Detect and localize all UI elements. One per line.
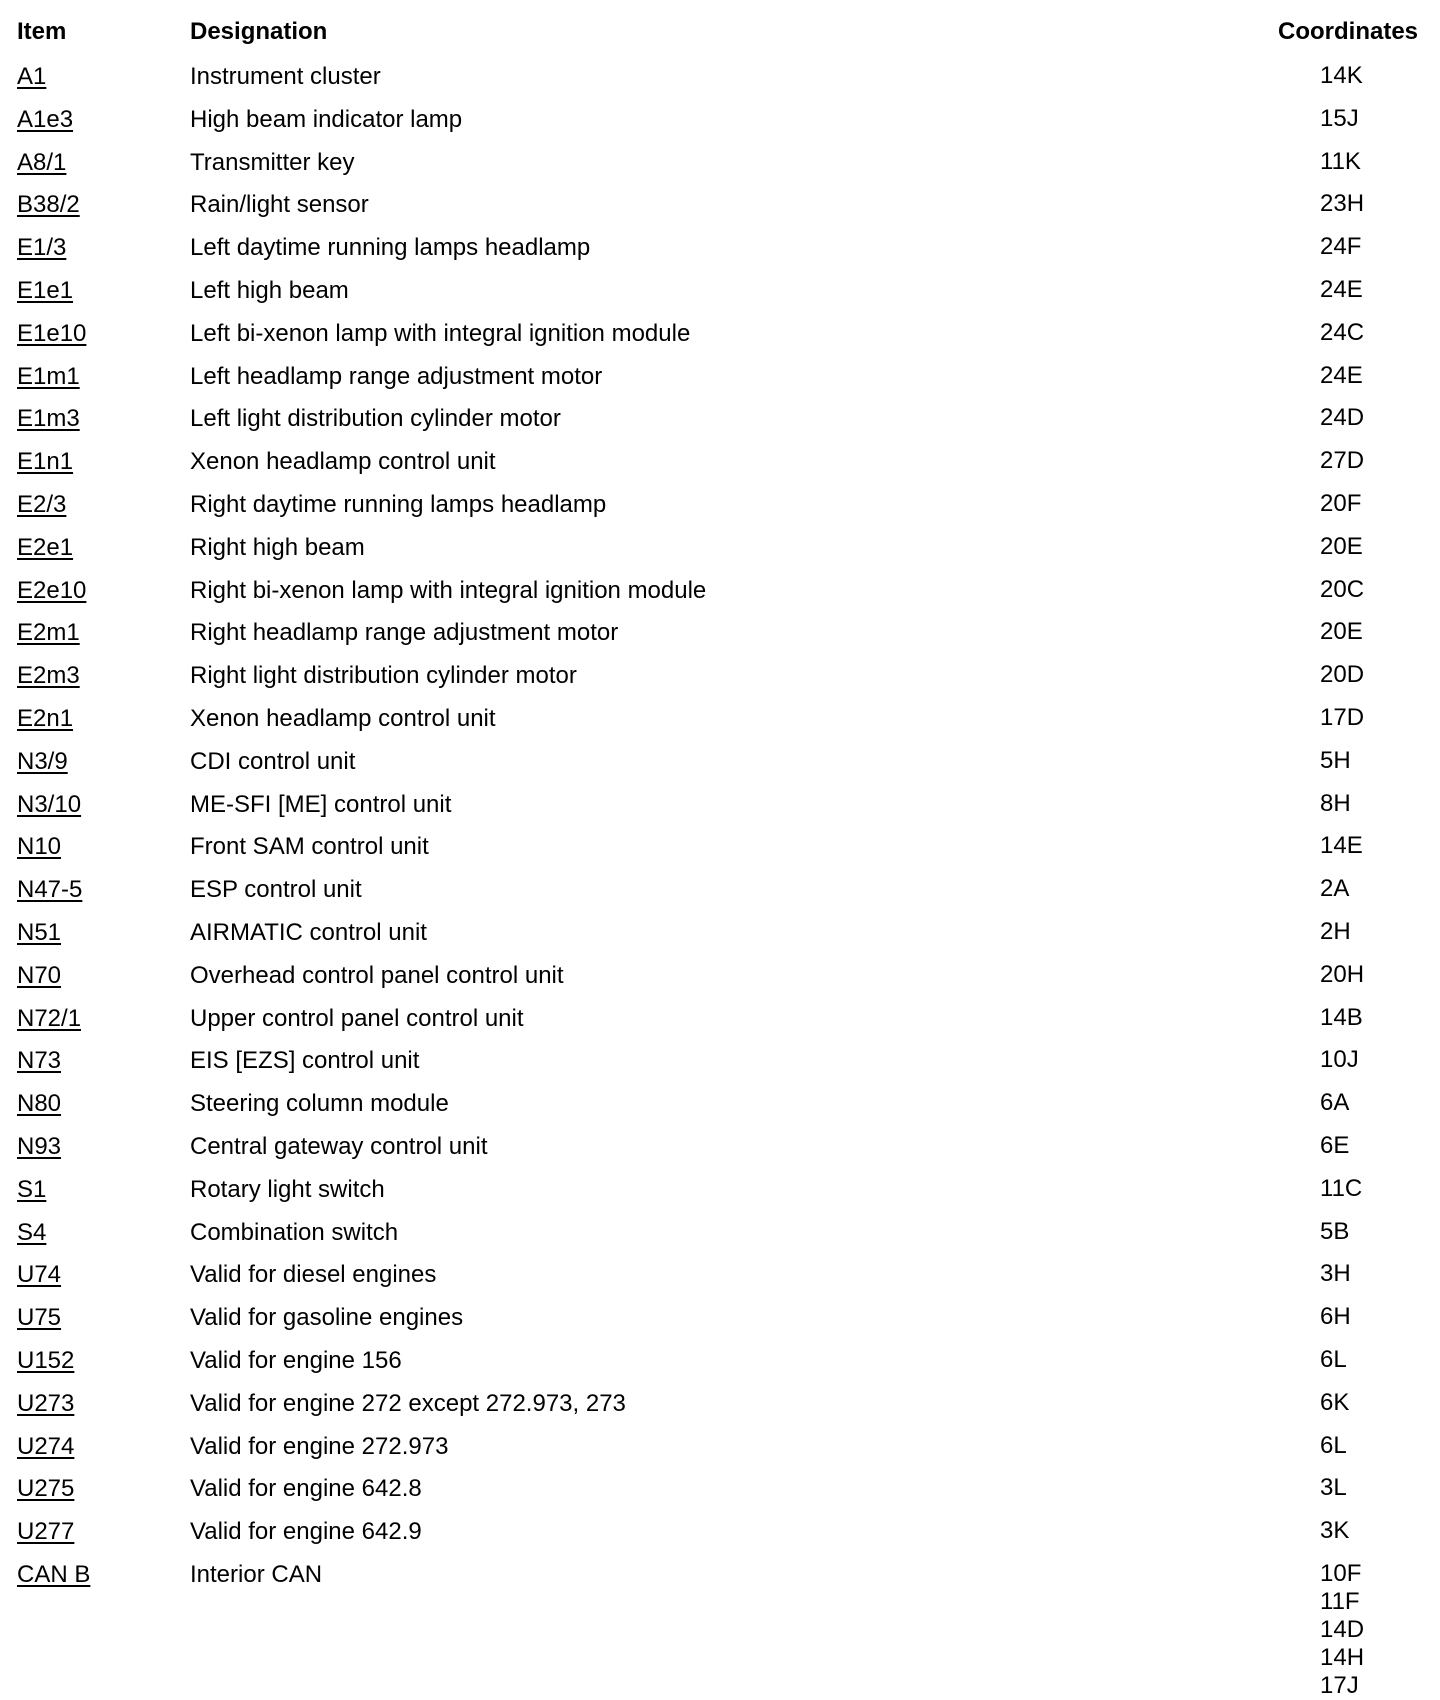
item-link[interactable]: N72/1 bbox=[17, 1004, 82, 1032]
item-link[interactable]: S4 bbox=[17, 1218, 47, 1246]
table-row bbox=[0, 961, 1440, 1004]
designation-cell: Instrument cluster bbox=[190, 63, 381, 90]
item-link[interactable]: U274 bbox=[17, 1432, 75, 1460]
coordinate-value: 2H bbox=[1320, 917, 1351, 945]
item-link[interactable]: N70 bbox=[17, 961, 62, 989]
designation-cell: Transmitter key bbox=[190, 148, 355, 176]
designation-cell: Rotary light switch bbox=[190, 1175, 385, 1203]
designation-cell: Right daytime running lamps headlamp bbox=[190, 490, 607, 518]
item-column-header: Item bbox=[17, 18, 67, 45]
table-row bbox=[0, 1175, 1440, 1218]
coordinates-cell bbox=[1320, 961, 1364, 989]
coordinates-column-header: Coordinates bbox=[1278, 18, 1419, 45]
coordinate-value: 11F bbox=[1320, 1587, 1360, 1615]
coordinates-cell bbox=[1320, 490, 1361, 518]
designation-cell: Valid for engine 642.8 bbox=[190, 1475, 422, 1503]
table-row bbox=[0, 190, 1440, 233]
item-link[interactable]: B38/2 bbox=[17, 191, 80, 219]
table-row bbox=[0, 704, 1440, 747]
table-row bbox=[0, 661, 1440, 704]
coordinate-value: 24F bbox=[1320, 233, 1362, 261]
coordinate-value: 3L bbox=[1320, 1474, 1347, 1502]
coordinate-value: 20E bbox=[1320, 618, 1363, 646]
coordinate-value: 11C bbox=[1320, 1174, 1363, 1202]
designation-cell: Left daytime running lamps headlamp bbox=[190, 234, 591, 262]
coordinate-value: 6H bbox=[1320, 1303, 1351, 1331]
coordinates-cell bbox=[1320, 1346, 1347, 1374]
table-row bbox=[0, 918, 1440, 961]
coordinate-value: 20C bbox=[1320, 575, 1365, 603]
designation-cell: Right high beam bbox=[190, 533, 365, 561]
item-link[interactable]: E2/3 bbox=[17, 490, 67, 518]
designation-cell: Steering column module bbox=[190, 1090, 449, 1118]
coordinates-cell bbox=[1320, 1474, 1347, 1502]
table-row bbox=[0, 276, 1440, 319]
table-row bbox=[0, 233, 1440, 276]
designation-cell: Overhead control panel control unit bbox=[190, 961, 564, 989]
designation-cell: Left light distribution cylinder motor bbox=[190, 405, 561, 433]
coordinate-value: 20D bbox=[1320, 661, 1365, 689]
table-row bbox=[0, 319, 1440, 362]
item-link[interactable]: E2m3 bbox=[17, 662, 80, 690]
item-link[interactable]: U152 bbox=[17, 1346, 75, 1374]
coordinates-cell bbox=[1320, 233, 1361, 261]
designation-cell: EIS [EZS] control unit bbox=[190, 1047, 420, 1075]
coordinates-cell bbox=[1320, 404, 1364, 432]
coordinates-cell bbox=[1320, 1046, 1359, 1074]
coordinates-cell bbox=[1320, 1218, 1349, 1246]
item-link[interactable]: N73 bbox=[17, 1047, 62, 1075]
coordinates-cell bbox=[1320, 1517, 1349, 1545]
designation-cell: Valid for engine 272 except 272.973, 273 bbox=[190, 1389, 626, 1417]
coordinate-value: 6L bbox=[1320, 1345, 1347, 1373]
coordinate-value: 8H bbox=[1320, 789, 1351, 817]
table-row bbox=[0, 1132, 1440, 1175]
designation-cell: ME-SFI [ME] control unit bbox=[190, 790, 452, 818]
designation-cell: Combination switch bbox=[190, 1218, 399, 1246]
designation-cell: Right bi-xenon lamp with integral ignition module bbox=[190, 576, 707, 604]
designation-cell: ESP control unit bbox=[190, 876, 362, 904]
coordinate-value: 6E bbox=[1320, 1131, 1350, 1159]
table-row bbox=[0, 404, 1440, 447]
table-row bbox=[0, 1389, 1440, 1432]
coordinate-value: 24D bbox=[1320, 404, 1365, 432]
coordinate-value: 24E bbox=[1320, 275, 1363, 303]
coordinates-cell bbox=[1320, 1175, 1362, 1203]
coordinate-value: 14K bbox=[1320, 62, 1363, 89]
table-row bbox=[0, 1517, 1440, 1560]
designation-cell: Right headlamp range adjustment motor bbox=[190, 619, 619, 647]
coordinates-cell bbox=[1320, 875, 1349, 903]
coordinates-cell bbox=[1320, 1089, 1349, 1117]
item-link[interactable]: N51 bbox=[17, 918, 62, 946]
coordinates-cell bbox=[1320, 832, 1363, 860]
item-link[interactable]: U74 bbox=[17, 1261, 62, 1289]
designation-column-header: Designation bbox=[190, 18, 328, 45]
coordinates-cell bbox=[1320, 319, 1364, 347]
designation-cell: Front SAM control unit bbox=[190, 833, 429, 861]
item-link[interactable]: U277 bbox=[17, 1518, 75, 1546]
coordinates-cell bbox=[1320, 105, 1359, 133]
item-link[interactable]: N10 bbox=[17, 833, 62, 861]
coordinates-cell bbox=[1320, 190, 1364, 218]
coordinate-value: 11K bbox=[1320, 147, 1361, 175]
table-row bbox=[0, 533, 1440, 576]
coordinates-cell bbox=[1320, 1004, 1363, 1032]
table-row bbox=[0, 1089, 1440, 1132]
item-link[interactable]: N80 bbox=[17, 1090, 62, 1118]
coordinates-cell bbox=[1320, 533, 1363, 561]
coordinates-cell bbox=[1320, 1389, 1349, 1417]
designation-cell: Valid for gasoline engines bbox=[190, 1304, 464, 1332]
coordinate-value: 20F bbox=[1320, 489, 1362, 517]
item-link[interactable]: A8/1 bbox=[17, 148, 67, 176]
item-link[interactable]: E2m1 bbox=[17, 619, 80, 647]
coordinate-value: 3H bbox=[1320, 1260, 1351, 1288]
table-row bbox=[0, 62, 1440, 105]
coordinates-cell bbox=[1320, 576, 1364, 604]
designation-cell: Interior CAN bbox=[190, 1560, 323, 1588]
designation-cell: AIRMATIC control unit bbox=[190, 918, 427, 946]
item-link[interactable]: E1n1 bbox=[17, 448, 74, 476]
table-row bbox=[0, 832, 1440, 875]
item-link[interactable]: E1/3 bbox=[17, 234, 67, 262]
coordinates-cell bbox=[1320, 276, 1363, 304]
coordinates-cell bbox=[1320, 618, 1363, 646]
designation-cell: Valid for engine 272.973 bbox=[190, 1432, 449, 1460]
designation-cell: Valid for diesel engines bbox=[190, 1261, 437, 1289]
coordinates-cell bbox=[1320, 1560, 1364, 1700]
item-link[interactable]: A1 bbox=[17, 63, 47, 90]
coordinates-cell bbox=[1320, 447, 1364, 475]
designation-cell: Rain/light sensor bbox=[190, 191, 369, 219]
coordinates-cell bbox=[1320, 62, 1363, 90]
item-link[interactable]: E2e10 bbox=[17, 576, 87, 604]
item-link[interactable]: E1e1 bbox=[17, 276, 74, 304]
coordinate-value: 24C bbox=[1320, 318, 1365, 346]
item-link[interactable]: N93 bbox=[17, 1132, 62, 1160]
coordinates-cell bbox=[1320, 148, 1361, 176]
coordinates-cell bbox=[1320, 704, 1364, 732]
table-row bbox=[0, 1004, 1440, 1047]
table-row bbox=[0, 1346, 1440, 1389]
item-link[interactable]: E1m1 bbox=[17, 362, 80, 390]
coordinates-cell bbox=[1320, 362, 1363, 390]
coordinate-value: 6A bbox=[1320, 1089, 1350, 1117]
item-link[interactable]: E2e1 bbox=[17, 533, 74, 561]
table-row bbox=[0, 1474, 1440, 1517]
coordinate-value: 23H bbox=[1320, 190, 1365, 218]
designation-cell: Right light distribution cylinder motor bbox=[190, 662, 577, 690]
coordinate-value: 3K bbox=[1320, 1517, 1350, 1545]
item-link[interactable]: N47-5 bbox=[17, 876, 83, 904]
item-link[interactable]: E1e10 bbox=[17, 319, 87, 347]
item-link[interactable]: N3/10 bbox=[17, 790, 82, 818]
coordinate-value: 15J bbox=[1320, 104, 1359, 132]
coordinates-cell bbox=[1320, 1260, 1351, 1288]
coordinate-value: 2A bbox=[1320, 875, 1350, 903]
coordinate-value: 20E bbox=[1320, 532, 1363, 560]
coordinate-value: 6K bbox=[1320, 1388, 1350, 1416]
coordinate-value: 14H bbox=[1320, 1643, 1365, 1671]
coordinates-cell bbox=[1320, 1432, 1347, 1460]
table-row bbox=[0, 105, 1440, 148]
coordinate-value: 17J bbox=[1320, 1671, 1359, 1699]
table-row bbox=[0, 875, 1440, 918]
item-link[interactable]: U273 bbox=[17, 1389, 75, 1417]
designation-cell: Xenon headlamp control unit bbox=[190, 448, 496, 476]
table-row bbox=[0, 747, 1440, 790]
item-link[interactable]: CAN B bbox=[17, 1560, 91, 1588]
coordinate-value: 5H bbox=[1320, 746, 1351, 774]
table-body bbox=[0, 62, 1440, 1699]
item-link[interactable]: E2n1 bbox=[17, 704, 74, 732]
table-row bbox=[0, 362, 1440, 405]
designation-cell: Xenon headlamp control unit bbox=[190, 704, 496, 732]
designation-cell: CDI control unit bbox=[190, 747, 356, 775]
designation-cell: Central gateway control unit bbox=[190, 1132, 488, 1160]
table-row bbox=[0, 1218, 1440, 1261]
coordinate-value: 14E bbox=[1320, 832, 1363, 860]
table-row bbox=[0, 790, 1440, 833]
item-link[interactable]: U75 bbox=[17, 1304, 62, 1332]
coordinate-value: 10J bbox=[1320, 1046, 1359, 1074]
coordinate-value: 14B bbox=[1320, 1003, 1363, 1031]
table-row bbox=[0, 148, 1440, 191]
coordinate-value: 5B bbox=[1320, 1217, 1350, 1245]
item-link[interactable]: N3/9 bbox=[17, 747, 68, 775]
designation-cell: Left high beam bbox=[190, 276, 349, 304]
coordinates-cell bbox=[1320, 790, 1351, 818]
coordinate-value: 17D bbox=[1320, 703, 1365, 731]
designation-cell: Valid for engine 642.9 bbox=[190, 1518, 422, 1546]
table-row bbox=[0, 1432, 1440, 1475]
coordinates-cell bbox=[1320, 661, 1364, 689]
designation-cell: Upper control panel control unit bbox=[190, 1004, 524, 1032]
designation-cell: High beam indicator lamp bbox=[190, 105, 463, 133]
coordinates-cell bbox=[1320, 747, 1351, 775]
coordinate-value: 24E bbox=[1320, 361, 1363, 389]
item-link[interactable]: S1 bbox=[17, 1175, 47, 1203]
table-row bbox=[0, 1559, 1440, 1699]
item-link[interactable]: E1m3 bbox=[17, 405, 80, 433]
coordinate-value: 10F bbox=[1320, 1559, 1362, 1587]
coordinates-cell bbox=[1320, 1132, 1349, 1160]
table-row bbox=[0, 1046, 1440, 1089]
designation-cell: Left headlamp range adjustment motor bbox=[190, 362, 603, 390]
coordinate-value: 14D bbox=[1320, 1615, 1365, 1643]
coordinate-value: 20H bbox=[1320, 960, 1365, 988]
coordinate-value: 6L bbox=[1320, 1431, 1347, 1459]
table-header bbox=[0, 18, 1440, 50]
table-row bbox=[0, 447, 1440, 490]
coordinates-cell bbox=[1320, 1303, 1351, 1331]
table-row bbox=[0, 576, 1440, 619]
table-row bbox=[0, 618, 1440, 661]
designation-cell: Valid for engine 156 bbox=[190, 1346, 402, 1374]
item-link[interactable]: U275 bbox=[17, 1475, 75, 1503]
coordinates-cell bbox=[1320, 918, 1351, 946]
table-row bbox=[0, 490, 1440, 533]
coordinate-value: 27D bbox=[1320, 447, 1365, 475]
designation-cell: Left bi-xenon lamp with integral ignition module bbox=[190, 319, 691, 347]
item-link[interactable]: A1e3 bbox=[17, 105, 74, 133]
table-row bbox=[0, 1260, 1440, 1303]
table-row bbox=[0, 1303, 1440, 1346]
